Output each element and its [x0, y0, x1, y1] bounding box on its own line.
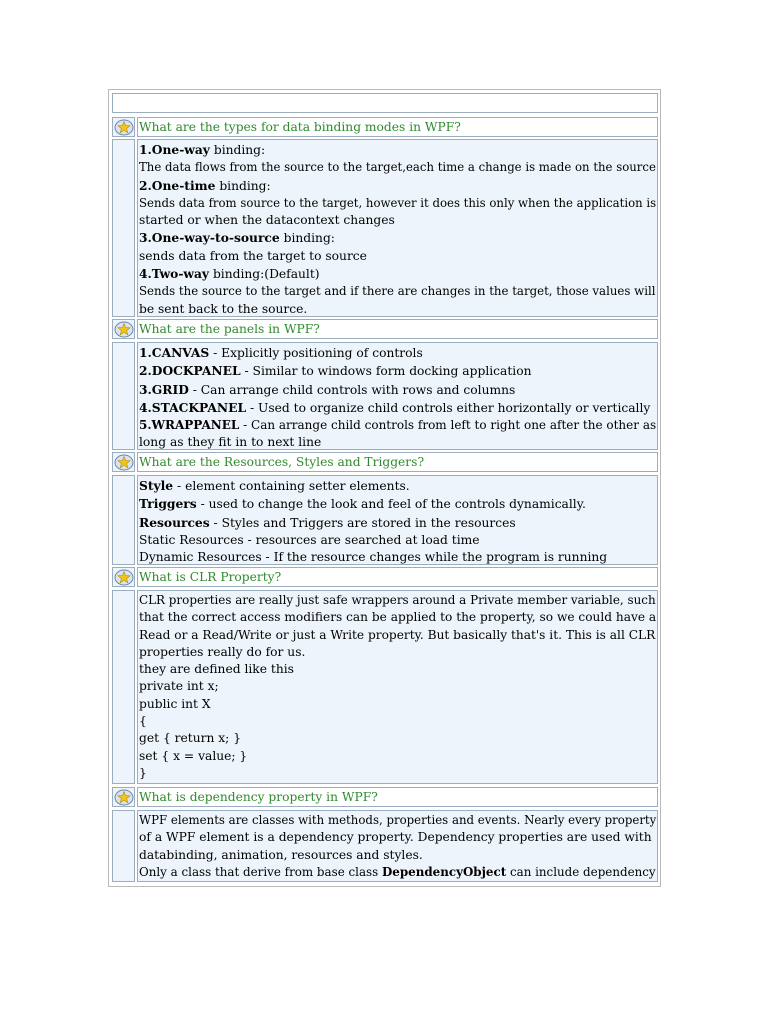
answer-line: they are defined like this [139, 662, 294, 677]
answer-text: - used to change the look and feel of the controls dynamically. [196, 497, 586, 512]
star-icon [114, 789, 134, 806]
answer-line: sends data from the target to source [139, 248, 367, 263]
question-icon-cell [112, 787, 135, 807]
question-text: What is dependency property in WPF? [137, 787, 658, 807]
star-icon [114, 569, 134, 586]
question-icon-cell [112, 117, 135, 137]
answer-text: - element containing setter elements. [173, 479, 410, 493]
answer-line: Static Resources - resources are searched at load time [139, 532, 480, 547]
empty-header-row [112, 93, 658, 113]
answer-body [137, 342, 658, 450]
question-row [112, 452, 658, 472]
question-text: What is CLR Property? [137, 567, 658, 587]
answer-text: - Can arrange child controls from left to right one after the other as [239, 418, 657, 433]
answer-line: Sends the source to the target and if there are changes in the target, those values will [139, 284, 656, 299]
answer-spacer-cell [112, 342, 135, 450]
answer-text: - Similar to windows form docking application [240, 364, 532, 379]
answer-row [112, 475, 658, 565]
question-icon-cell [112, 452, 135, 472]
question-text: What are the types for data binding modes in WPF? [137, 117, 658, 137]
answer-term: 2.One-time [139, 177, 216, 193]
answer-body [137, 139, 658, 317]
star-icon [114, 321, 134, 338]
answer-row [112, 342, 658, 450]
question-text: What are the panels in WPF? [137, 319, 658, 339]
answer-line: long as they fit in to next line [139, 435, 322, 450]
answer-spacer-cell [112, 139, 135, 317]
answer-term: 3.One-way-to-source [139, 230, 280, 246]
answer-term: 3.GRID [139, 381, 189, 397]
answer-spacer-cell [112, 590, 135, 784]
answer-line: of a WPF element is a dependency property. Dependency properties are used with [139, 830, 652, 845]
answer-body [137, 475, 658, 565]
answer-line: private int x; [139, 679, 219, 694]
answer-term: DependencyObject [382, 864, 507, 879]
answer-line: Sends data from source to the target, however it does this only when the application is [139, 195, 657, 210]
answer-term: 2.DOCKPANEL [139, 363, 241, 379]
star-icon [114, 454, 134, 471]
answer-line: The data flows from the source to the target,each time a change is made on the source [139, 160, 656, 175]
question-icon-cell [112, 567, 135, 587]
star-icon [114, 119, 134, 136]
answer-row [112, 590, 658, 784]
question-row [112, 117, 658, 137]
question-row [112, 319, 658, 339]
answer-line: properties really do for us. [139, 644, 306, 659]
answer-line: CLR properties are really just safe wrappers around a Private member variable, such [139, 593, 656, 607]
answer-body [137, 590, 658, 784]
answer-line: { [139, 714, 147, 729]
answer-text: Only a class that derive from base class [139, 864, 382, 879]
answer-body [137, 810, 658, 882]
answer-text: - Explicitly positioning of controls [209, 346, 423, 360]
answer-term: Resources [139, 514, 210, 530]
question-row [112, 787, 658, 807]
answer-text: binding: [209, 143, 266, 157]
answer-line: } [139, 765, 147, 780]
answer-term: Triggers [139, 496, 197, 512]
faq-table [108, 89, 661, 887]
answer-text: - Styles and Triggers are stored in the resources [209, 515, 516, 530]
answer-text: binding: [279, 231, 335, 246]
answer-text: binding: [215, 178, 271, 193]
answer-line: that the correct access modifiers can be applied to the property, so we could have a [139, 610, 657, 625]
answer-line: Dynamic Resources - If the resource changes while the program is running [139, 550, 608, 565]
answer-term: 4.STACKPANEL [139, 399, 247, 415]
answer-line: be sent back to the source. [139, 301, 308, 316]
answer-spacer-cell [112, 810, 135, 882]
answer-line: databinding, animation, resources and styles. [139, 847, 423, 862]
answer-text: - Can arrange child controls with rows and columns [188, 382, 516, 397]
answer-line: started or when the datacontext changes [139, 213, 395, 228]
answer-text: binding:(Default) [209, 267, 320, 282]
answer-line: set { x = value; } [139, 748, 248, 763]
answer-term: 5.WRAPPANEL [139, 418, 240, 433]
question-icon-cell [112, 319, 135, 339]
answer-text: can include dependency [506, 864, 656, 879]
answer-line: Read or a Read/Write or just a Write property. But basically that's it. This is all CLR [139, 627, 656, 642]
answer-text: - Used to organize child controls either horizontally or vertically [246, 400, 651, 415]
answer-line: public int X [139, 696, 211, 711]
answer-line: get { return x; } [139, 731, 242, 746]
answer-spacer-cell [112, 475, 135, 565]
answer-line: WPF elements are classes with methods, properties and events. Nearly every property [139, 813, 657, 827]
answer-term: 1.CANVAS [139, 345, 210, 360]
question-text: What are the Resources, Styles and Triggers? [137, 452, 658, 472]
answer-term: 4.Two-way [139, 266, 210, 282]
answer-term: 1.One-way [139, 142, 210, 157]
answer-row [112, 810, 658, 882]
answer-row [112, 139, 658, 317]
answer-term: Style [139, 478, 174, 493]
question-row [112, 567, 658, 587]
